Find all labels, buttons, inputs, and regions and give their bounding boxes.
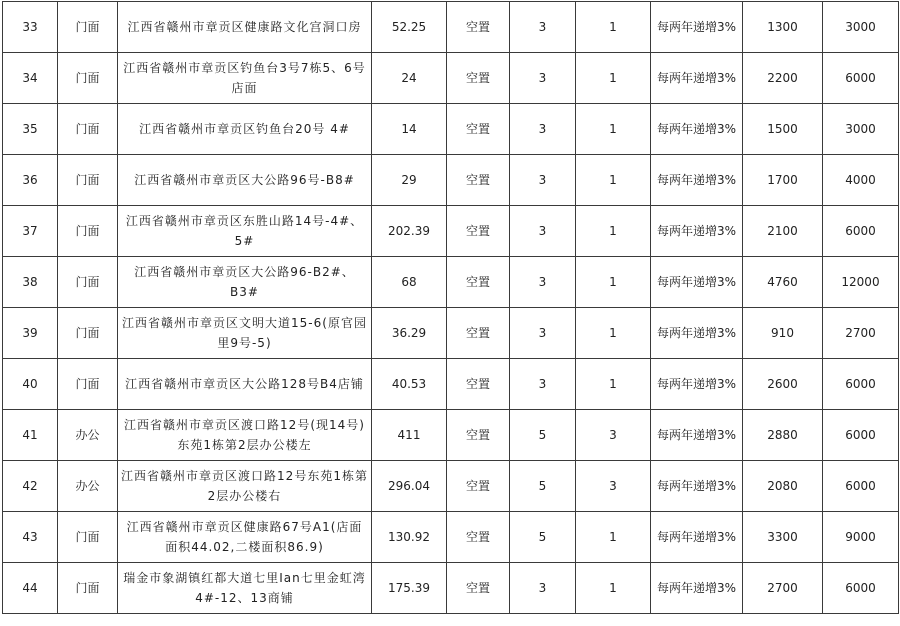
table-row bbox=[3, 2, 899, 53]
table-row bbox=[3, 308, 899, 359]
rent-increase-cell: 每两年递增3% bbox=[651, 359, 743, 410]
rent-increase-cell: 每两年递增3% bbox=[651, 155, 743, 206]
status-cell: 空置 bbox=[447, 410, 510, 461]
rent-price-cell: 2700 bbox=[743, 563, 823, 614]
address-cell: 江西省赣州市章贡区大公路96号-B8# bbox=[118, 155, 372, 206]
property-type-cell: 门面 bbox=[58, 359, 118, 410]
row-number-cell: 34 bbox=[3, 53, 58, 104]
free-period-cell: 1 bbox=[576, 155, 651, 206]
address-cell: 江西省赣州市章贡区渡口路12号(现14号)东苑1栋第2层办公楼左 bbox=[118, 410, 372, 461]
property-type-cell: 门面 bbox=[58, 512, 118, 563]
area-cell: 411 bbox=[372, 410, 447, 461]
area-cell: 24 bbox=[372, 53, 447, 104]
status-cell: 空置 bbox=[447, 104, 510, 155]
free-period-cell: 3 bbox=[576, 410, 651, 461]
lease-term-cell: 3 bbox=[510, 155, 576, 206]
row-number-cell: 42 bbox=[3, 461, 58, 512]
free-period-cell: 1 bbox=[576, 512, 651, 563]
deposit-cell: 6000 bbox=[823, 461, 899, 512]
lease-term-cell: 3 bbox=[510, 104, 576, 155]
rent-increase-cell: 每两年递增3% bbox=[651, 104, 743, 155]
status-cell: 空置 bbox=[447, 563, 510, 614]
area-cell: 29 bbox=[372, 155, 447, 206]
area-cell: 202.39 bbox=[372, 206, 447, 257]
lease-term-cell: 3 bbox=[510, 2, 576, 53]
lease-term-cell: 3 bbox=[510, 257, 576, 308]
deposit-cell: 4000 bbox=[823, 155, 899, 206]
address-cell: 江西省赣州市章贡区文明大道15-6(原官园里9号-5) bbox=[118, 308, 372, 359]
status-cell: 空置 bbox=[447, 206, 510, 257]
lease-term-cell: 3 bbox=[510, 206, 576, 257]
row-number-cell: 40 bbox=[3, 359, 58, 410]
status-cell: 空置 bbox=[447, 461, 510, 512]
area-cell: 130.92 bbox=[372, 512, 447, 563]
status-cell: 空置 bbox=[447, 155, 510, 206]
property-type-cell: 门面 bbox=[58, 155, 118, 206]
property-type-cell: 门面 bbox=[58, 2, 118, 53]
lease-term-cell: 5 bbox=[510, 512, 576, 563]
table-row bbox=[3, 359, 899, 410]
property-type-cell: 门面 bbox=[58, 104, 118, 155]
rent-price-cell: 2100 bbox=[743, 206, 823, 257]
property-type-cell: 门面 bbox=[58, 206, 118, 257]
rent-increase-cell: 每两年递增3% bbox=[651, 563, 743, 614]
deposit-cell: 6000 bbox=[823, 563, 899, 614]
status-cell: 空置 bbox=[447, 308, 510, 359]
status-cell: 空置 bbox=[447, 257, 510, 308]
table-row bbox=[3, 563, 899, 614]
property-listing-table bbox=[2, 1, 899, 614]
free-period-cell: 1 bbox=[576, 2, 651, 53]
rent-increase-cell: 每两年递增3% bbox=[651, 461, 743, 512]
free-period-cell: 1 bbox=[576, 53, 651, 104]
rent-increase-cell: 每两年递增3% bbox=[651, 512, 743, 563]
status-cell: 空置 bbox=[447, 53, 510, 104]
lease-term-cell: 3 bbox=[510, 308, 576, 359]
area-cell: 40.53 bbox=[372, 359, 447, 410]
lease-term-cell: 3 bbox=[510, 359, 576, 410]
rent-increase-cell: 每两年递增3% bbox=[651, 2, 743, 53]
table-row bbox=[3, 206, 899, 257]
area-cell: 52.25 bbox=[372, 2, 447, 53]
row-number-cell: 33 bbox=[3, 2, 58, 53]
lease-term-cell: 5 bbox=[510, 461, 576, 512]
rent-price-cell: 910 bbox=[743, 308, 823, 359]
address-cell: 江西省赣州市章贡区健康路文化宫洞口房 bbox=[118, 2, 372, 53]
table-row bbox=[3, 410, 899, 461]
rent-price-cell: 2080 bbox=[743, 461, 823, 512]
property-type-cell: 门面 bbox=[58, 308, 118, 359]
address-cell: 江西省赣州市章贡区渡口路12号东苑1栋第2层办公楼右 bbox=[118, 461, 372, 512]
address-cell: 江西省赣州市章贡区钓鱼台20号 4# bbox=[118, 104, 372, 155]
address-cell: 江西省赣州市章贡区大公路128号B4店铺 bbox=[118, 359, 372, 410]
property-type-cell: 办公 bbox=[58, 461, 118, 512]
row-number-cell: 36 bbox=[3, 155, 58, 206]
rent-increase-cell: 每两年递增3% bbox=[651, 308, 743, 359]
property-type-cell: 门面 bbox=[58, 53, 118, 104]
table-body bbox=[3, 2, 899, 614]
rent-increase-cell: 每两年递增3% bbox=[651, 53, 743, 104]
property-type-cell: 门面 bbox=[58, 257, 118, 308]
status-cell: 空置 bbox=[447, 359, 510, 410]
area-cell: 68 bbox=[372, 257, 447, 308]
row-number-cell: 41 bbox=[3, 410, 58, 461]
table-row bbox=[3, 53, 899, 104]
row-number-cell: 44 bbox=[3, 563, 58, 614]
free-period-cell: 1 bbox=[576, 563, 651, 614]
address-cell: 瑞金市象湖镇红都大道七里Ian七里金虹湾4#-12、13商铺 bbox=[118, 563, 372, 614]
rent-price-cell: 4760 bbox=[743, 257, 823, 308]
rent-increase-cell: 每两年递增3% bbox=[651, 206, 743, 257]
table-row bbox=[3, 257, 899, 308]
free-period-cell: 1 bbox=[576, 359, 651, 410]
free-period-cell: 3 bbox=[576, 461, 651, 512]
area-cell: 36.29 bbox=[372, 308, 447, 359]
table-row bbox=[3, 104, 899, 155]
status-cell: 空置 bbox=[447, 512, 510, 563]
table-row bbox=[3, 512, 899, 563]
address-cell: 江西省赣州市章贡区健康路67号A1(店面面积44.02,二楼面积86.9) bbox=[118, 512, 372, 563]
rent-price-cell: 2200 bbox=[743, 53, 823, 104]
address-cell: 江西省赣州市章贡区钓鱼台3号7栋5、6号店面 bbox=[118, 53, 372, 104]
deposit-cell: 6000 bbox=[823, 410, 899, 461]
property-type-cell: 办公 bbox=[58, 410, 118, 461]
address-cell: 江西省赣州市章贡区东胜山路14号-4#、5# bbox=[118, 206, 372, 257]
table-row bbox=[3, 155, 899, 206]
deposit-cell: 3000 bbox=[823, 2, 899, 53]
rent-price-cell: 2880 bbox=[743, 410, 823, 461]
deposit-cell: 9000 bbox=[823, 512, 899, 563]
table-row bbox=[3, 461, 899, 512]
property-type-cell: 门面 bbox=[58, 563, 118, 614]
free-period-cell: 1 bbox=[576, 206, 651, 257]
lease-term-cell: 3 bbox=[510, 563, 576, 614]
lease-term-cell: 3 bbox=[510, 53, 576, 104]
area-cell: 14 bbox=[372, 104, 447, 155]
rent-increase-cell: 每两年递增3% bbox=[651, 410, 743, 461]
deposit-cell: 2700 bbox=[823, 308, 899, 359]
deposit-cell: 12000 bbox=[823, 257, 899, 308]
rent-price-cell: 1300 bbox=[743, 2, 823, 53]
status-cell: 空置 bbox=[447, 2, 510, 53]
free-period-cell: 1 bbox=[576, 104, 651, 155]
area-cell: 175.39 bbox=[372, 563, 447, 614]
free-period-cell: 1 bbox=[576, 308, 651, 359]
rent-price-cell: 1500 bbox=[743, 104, 823, 155]
row-number-cell: 39 bbox=[3, 308, 58, 359]
row-number-cell: 35 bbox=[3, 104, 58, 155]
address-cell: 江西省赣州市章贡区大公路96-B2#、B3# bbox=[118, 257, 372, 308]
deposit-cell: 3000 bbox=[823, 104, 899, 155]
deposit-cell: 6000 bbox=[823, 53, 899, 104]
deposit-cell: 6000 bbox=[823, 206, 899, 257]
row-number-cell: 43 bbox=[3, 512, 58, 563]
rent-price-cell: 1700 bbox=[743, 155, 823, 206]
deposit-cell: 6000 bbox=[823, 359, 899, 410]
free-period-cell: 1 bbox=[576, 257, 651, 308]
rent-increase-cell: 每两年递增3% bbox=[651, 257, 743, 308]
row-number-cell: 37 bbox=[3, 206, 58, 257]
lease-term-cell: 5 bbox=[510, 410, 576, 461]
rent-price-cell: 3300 bbox=[743, 512, 823, 563]
area-cell: 296.04 bbox=[372, 461, 447, 512]
rent-price-cell: 2600 bbox=[743, 359, 823, 410]
row-number-cell: 38 bbox=[3, 257, 58, 308]
